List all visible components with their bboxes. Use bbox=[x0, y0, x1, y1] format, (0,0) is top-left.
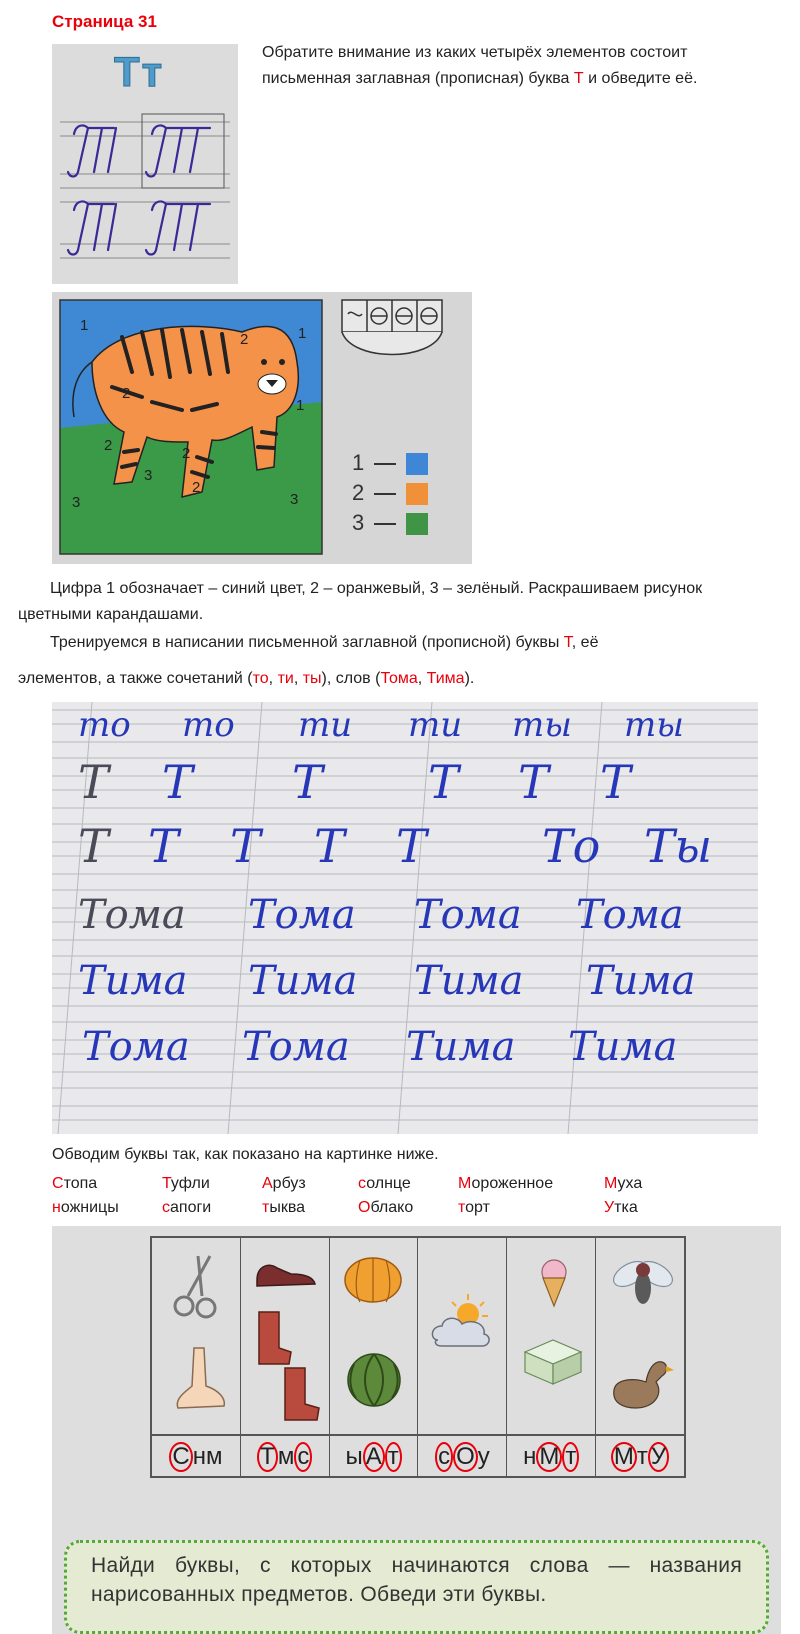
legend-row bbox=[352, 510, 428, 536]
cursive-syllable: то bbox=[182, 705, 235, 745]
word-column bbox=[458, 1172, 553, 1220]
cursive-syllable: То bbox=[542, 819, 601, 873]
word-rest: уха bbox=[617, 1175, 643, 1192]
letter-task bbox=[52, 1226, 781, 1634]
paragraph-combinations bbox=[18, 666, 474, 692]
picture-cell bbox=[507, 1238, 596, 1434]
letter[interactable]: м bbox=[277, 1443, 295, 1470]
word-column bbox=[262, 1172, 306, 1220]
word-column bbox=[162, 1172, 211, 1220]
cursive-word: Тима bbox=[586, 958, 696, 1004]
circled-letter[interactable]: М bbox=[536, 1442, 562, 1472]
circled-letter[interactable]: М bbox=[611, 1442, 637, 1472]
separator: , bbox=[293, 670, 303, 687]
intro-text-part: и обведите её. bbox=[583, 70, 698, 87]
circled-letter[interactable]: У bbox=[648, 1442, 669, 1472]
cursive-letter-samples bbox=[52, 44, 238, 284]
cursive-letter: Т bbox=[292, 755, 323, 809]
picture-cell bbox=[152, 1238, 241, 1434]
picture-cell bbox=[241, 1238, 330, 1434]
word bbox=[162, 1196, 211, 1220]
duck-icon bbox=[606, 1350, 676, 1414]
word: Тима bbox=[426, 670, 465, 687]
separator: , bbox=[417, 670, 427, 687]
cursive-letter: Т bbox=[600, 755, 631, 809]
word-first-letter: У bbox=[604, 1199, 615, 1216]
region-number: 2 bbox=[122, 385, 131, 402]
cursive-syllable: ты bbox=[512, 705, 572, 745]
letter[interactable]: у bbox=[477, 1443, 490, 1470]
paragraph-part: Тренируемся в написании письменной заглавной (прописной) буквы bbox=[50, 634, 564, 651]
word-column bbox=[358, 1172, 413, 1220]
region-number: 1 bbox=[298, 325, 307, 342]
cursive-syllable: ты bbox=[624, 705, 684, 745]
region-number: 2 bbox=[104, 437, 113, 454]
shoe-icon bbox=[251, 1252, 321, 1292]
pumpkin-icon bbox=[342, 1252, 404, 1304]
letter-card bbox=[52, 44, 238, 284]
letter-cell bbox=[330, 1436, 419, 1478]
foot-icon bbox=[168, 1346, 228, 1416]
word-first-letter: т bbox=[458, 1199, 466, 1216]
cursive-letter: Т bbox=[78, 819, 109, 873]
letter[interactable]: т bbox=[636, 1443, 648, 1470]
word-rest: топа bbox=[63, 1175, 98, 1192]
legend-swatch-green bbox=[406, 513, 428, 535]
intro-text bbox=[262, 40, 732, 92]
region-number: 3 bbox=[144, 467, 153, 484]
legend-number: 3 bbox=[352, 510, 365, 535]
cloud-sun-icon bbox=[428, 1292, 498, 1352]
paragraph-part: ). bbox=[464, 670, 475, 687]
word bbox=[358, 1196, 413, 1220]
circled-letter[interactable]: т bbox=[385, 1442, 402, 1472]
cursive-syllable: ти bbox=[408, 705, 463, 745]
cursive-letter: Т bbox=[148, 819, 179, 873]
letter[interactable]: ы bbox=[345, 1443, 363, 1470]
legend-swatch-orange bbox=[406, 483, 428, 505]
word-first-letter: М bbox=[604, 1175, 618, 1192]
word-first-letter: М bbox=[458, 1175, 472, 1192]
word-column bbox=[604, 1172, 642, 1220]
word-first-letter: С bbox=[52, 1175, 64, 1192]
circled-letter[interactable]: О bbox=[453, 1442, 478, 1472]
task-hint: Найди буквы, с которых начинаются слова — названия нарисованных предметов. Обведи эти буквы. bbox=[64, 1540, 769, 1634]
legend-dash bbox=[374, 523, 396, 525]
picture-row bbox=[152, 1238, 684, 1434]
region-number: 3 bbox=[290, 491, 299, 508]
word-first-letter: н bbox=[52, 1199, 61, 1216]
word-first-letter: О bbox=[358, 1199, 371, 1216]
cursive-word: Тома bbox=[242, 1024, 350, 1070]
word-rest: ороженное bbox=[471, 1175, 554, 1192]
word bbox=[52, 1196, 119, 1220]
picture-cell bbox=[596, 1238, 684, 1434]
legend-number: 2 bbox=[352, 480, 365, 505]
word bbox=[458, 1196, 553, 1220]
legend-swatch-blue bbox=[406, 453, 428, 475]
letter[interactable]: н bbox=[523, 1443, 537, 1470]
syllable: ти bbox=[277, 670, 294, 687]
paragraph-part: ), слов ( bbox=[321, 670, 381, 687]
syllable: то bbox=[252, 670, 269, 687]
paragraph-training bbox=[50, 630, 598, 656]
circled-letter[interactable]: с bbox=[435, 1442, 453, 1472]
letter-cell bbox=[418, 1436, 507, 1478]
region-number: 1 bbox=[296, 397, 305, 414]
cursive-word: Тима bbox=[406, 1024, 516, 1070]
word-rest: блако bbox=[370, 1199, 414, 1216]
letter-cell bbox=[241, 1436, 330, 1478]
cursive-syllable: ти bbox=[298, 705, 353, 745]
word bbox=[162, 1172, 211, 1196]
picture-cell bbox=[418, 1238, 507, 1434]
word: Тома bbox=[380, 670, 418, 687]
fly-icon bbox=[608, 1248, 678, 1318]
cursive-syllable: Ты bbox=[644, 819, 713, 873]
letter-cell bbox=[152, 1436, 241, 1478]
word bbox=[358, 1172, 413, 1196]
word-rest: ожницы bbox=[60, 1199, 119, 1216]
word-column bbox=[52, 1172, 119, 1220]
cursive-letter: Т bbox=[230, 819, 261, 873]
cursive-letter: Т bbox=[428, 755, 459, 809]
letter[interactable]: н bbox=[192, 1443, 206, 1470]
word bbox=[262, 1196, 306, 1220]
circled-letter[interactable]: С bbox=[169, 1442, 192, 1472]
cursive-letter: Т bbox=[314, 819, 345, 873]
word-rest: орт bbox=[465, 1199, 490, 1216]
cursive-word: Тима bbox=[78, 958, 188, 1004]
printed-letter-pair: Тт bbox=[114, 48, 165, 95]
word-rest: тка bbox=[614, 1199, 638, 1216]
word bbox=[458, 1172, 553, 1196]
word-first-letter: Т bbox=[162, 1175, 171, 1192]
word-first-letter: А bbox=[262, 1175, 273, 1192]
legend-number: 1 bbox=[352, 450, 365, 475]
letter-cell bbox=[507, 1436, 596, 1478]
copybook-page bbox=[52, 702, 758, 1134]
highlighted-letter: Т bbox=[573, 70, 584, 87]
cursive-letter: Т bbox=[78, 755, 109, 809]
cursive-word: Тима bbox=[248, 958, 358, 1004]
letter-cell bbox=[596, 1436, 684, 1478]
paragraph-part: элементов, а также сочетаний ( bbox=[18, 670, 253, 687]
legend-dash bbox=[374, 463, 396, 465]
syllable: ты bbox=[302, 670, 322, 687]
instruction-trace: Обводим буквы так, как показано на картинке ниже. bbox=[52, 1146, 439, 1163]
letter-row bbox=[152, 1434, 684, 1478]
cursive-word: Тома bbox=[414, 892, 522, 938]
intro-text-part: Обратите внимание из каких четырёх элементов состоит письменная заглавная (прописная) буква bbox=[262, 44, 688, 87]
boots-icon bbox=[255, 1308, 325, 1424]
cursive-syllable: то bbox=[78, 705, 131, 745]
paragraph-part: , её bbox=[571, 634, 599, 651]
cursive-letter: Т bbox=[162, 755, 193, 809]
legend-dash bbox=[374, 493, 396, 495]
cursive-letter: Т bbox=[518, 755, 549, 809]
region-number: 1 bbox=[80, 317, 89, 334]
letter-elements-icon bbox=[342, 300, 442, 355]
word bbox=[604, 1196, 642, 1220]
legend-row bbox=[352, 450, 428, 476]
circled-letter[interactable]: т bbox=[562, 1442, 579, 1472]
paragraph-colors: Цифра 1 обозначает – синий цвет, 2 – оранжевый, 3 – зелёный. Раскрашиваем рисунок цветными карандашами. bbox=[18, 580, 703, 623]
picture-cell bbox=[330, 1238, 419, 1434]
circled-letter[interactable]: с bbox=[294, 1442, 312, 1472]
cake-icon bbox=[521, 1336, 585, 1386]
word-rest: ыква bbox=[269, 1199, 306, 1216]
word bbox=[52, 1172, 119, 1196]
word-first-letter: с bbox=[162, 1199, 170, 1216]
cursive-word: Тома bbox=[78, 892, 186, 938]
region-number: 3 bbox=[72, 494, 81, 511]
word-rest: рбуз bbox=[272, 1175, 306, 1192]
cursive-word: Тома bbox=[248, 892, 356, 938]
legend-row bbox=[352, 480, 428, 506]
word bbox=[604, 1172, 642, 1196]
picture-grid bbox=[150, 1236, 686, 1478]
scissors-icon bbox=[166, 1252, 226, 1322]
word-first-letter: с bbox=[358, 1175, 367, 1192]
cursive-word: Тома bbox=[82, 1024, 190, 1070]
region-number: 2 bbox=[192, 479, 201, 496]
cursive-word: Тома bbox=[576, 892, 684, 938]
cursive-word: Тима bbox=[568, 1024, 678, 1070]
circled-letter[interactable]: А bbox=[363, 1442, 385, 1472]
ice-cream-icon bbox=[537, 1258, 571, 1308]
word-rest: олнце bbox=[366, 1175, 411, 1192]
watermelon-icon bbox=[344, 1350, 404, 1410]
highlighted-letter: Т bbox=[563, 634, 572, 651]
word bbox=[262, 1172, 306, 1196]
region-number: 2 bbox=[240, 331, 249, 348]
word-first-letter: т bbox=[262, 1199, 270, 1216]
copybook-lines bbox=[52, 702, 758, 1134]
region-number: 2 bbox=[182, 445, 191, 462]
separator: , bbox=[268, 670, 278, 687]
letter[interactable]: м bbox=[205, 1443, 223, 1470]
circled-letter[interactable]: Т bbox=[257, 1442, 278, 1472]
cursive-word: Тима bbox=[414, 958, 524, 1004]
word-rest: уфли bbox=[170, 1175, 210, 1192]
word-rest: апоги bbox=[170, 1199, 212, 1216]
tiger-coloring-picture bbox=[52, 292, 472, 564]
page-title: Страница 31 bbox=[52, 12, 157, 31]
cursive-letter: Т bbox=[396, 819, 427, 873]
